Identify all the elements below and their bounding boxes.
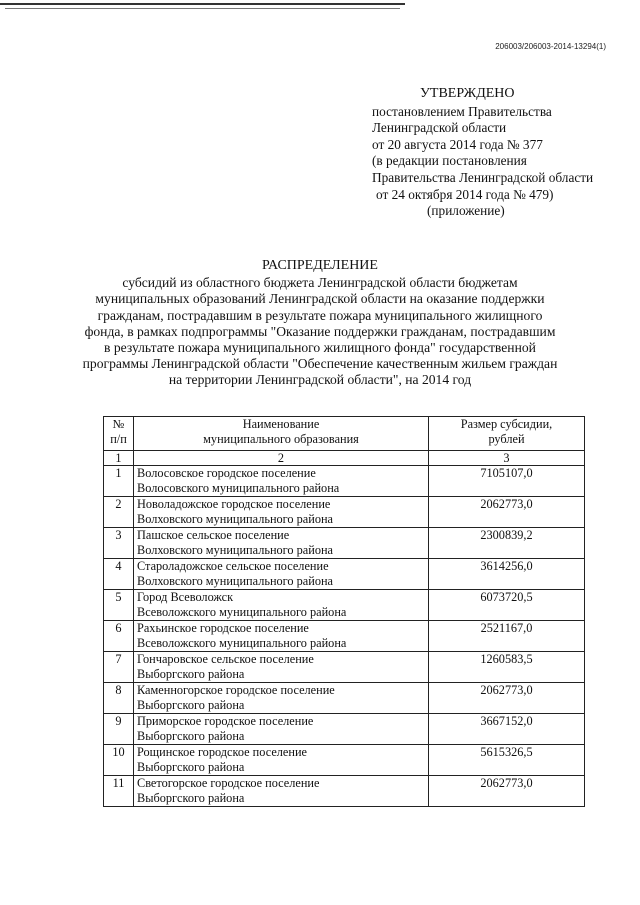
column-number-1: 1 bbox=[104, 451, 134, 466]
row-amount: 2300839,2 bbox=[429, 528, 585, 559]
row-amount: 2062773,0 bbox=[429, 683, 585, 714]
row-municipality bbox=[134, 621, 429, 652]
row-municipality bbox=[134, 559, 429, 590]
row-municipality-line1: Светогорское городское поселение bbox=[137, 776, 320, 790]
row-number: 6 bbox=[104, 621, 134, 652]
table-row bbox=[104, 683, 585, 714]
table-header-row bbox=[104, 417, 585, 451]
approval-line-4: (в редакции постановления bbox=[372, 153, 527, 169]
row-municipality bbox=[134, 528, 429, 559]
row-municipality-line2: Выборгского района bbox=[137, 790, 245, 805]
row-amount: 6073720,5 bbox=[429, 590, 585, 621]
row-amount: 5615326,5 bbox=[429, 745, 585, 776]
row-municipality bbox=[134, 466, 429, 497]
table-row bbox=[104, 590, 585, 621]
row-number: 5 bbox=[104, 590, 134, 621]
table-row bbox=[104, 497, 585, 528]
row-municipality-line1: Приморское городское поселение bbox=[137, 714, 314, 728]
row-number: 8 bbox=[104, 683, 134, 714]
row-municipality-line2: Выборгского района bbox=[137, 666, 245, 681]
header-num-line1: № bbox=[112, 417, 125, 431]
table-row bbox=[104, 466, 585, 497]
subsidy-table bbox=[103, 416, 585, 807]
row-municipality-line2: Выборгского района bbox=[137, 697, 245, 712]
approval-title: УТВЕРЖДЕНО bbox=[420, 86, 515, 101]
row-municipality bbox=[134, 776, 429, 807]
header-amount-line2: рублей bbox=[488, 431, 525, 446]
approval-line-3: от 20 августа 2014 года № 377 bbox=[372, 136, 543, 152]
row-municipality-line2: Всеволожского муниципального района bbox=[137, 604, 347, 619]
row-municipality-line1: Каменногорское городское поселение bbox=[137, 683, 335, 697]
row-amount: 3614256,0 bbox=[429, 559, 585, 590]
heading-line-7: на территории Ленинградской области", на 2014 год bbox=[168, 372, 472, 388]
column-number-3: 3 bbox=[429, 451, 585, 466]
row-municipality-line2: Волховского муниципального района bbox=[137, 542, 334, 557]
header-name-line1: Наименование bbox=[242, 417, 320, 431]
row-municipality-line1: Рахьинское городское поселение bbox=[137, 621, 309, 635]
row-municipality-line2: Волосовского муниципального района bbox=[137, 480, 340, 495]
row-municipality-line2: Выборгского района bbox=[137, 759, 245, 774]
row-number: 9 bbox=[104, 714, 134, 745]
row-municipality-line1: Гончаровское сельское поселение bbox=[137, 652, 314, 666]
row-municipality bbox=[134, 714, 429, 745]
row-number: 10 bbox=[104, 745, 134, 776]
row-municipality bbox=[134, 683, 429, 714]
row-amount: 2062773,0 bbox=[429, 776, 585, 807]
heading-title: РАСПРЕДЕЛЕНИЕ bbox=[262, 258, 378, 273]
row-amount: 2062773,0 bbox=[429, 497, 585, 528]
table-row bbox=[104, 652, 585, 683]
row-municipality-line1: Новоладожское городское поселение bbox=[137, 497, 331, 511]
heading-line-6: программы Ленинградской области "Обеспечение качественным жильем граждан bbox=[82, 356, 558, 372]
scan-edge-line bbox=[0, 3, 405, 5]
heading-line-2: муниципальных образований Ленинградской области на оказание поддержки bbox=[95, 291, 545, 307]
approval-block bbox=[372, 86, 612, 220]
row-municipality bbox=[134, 497, 429, 528]
document-id: 206003/206003-2014-13294(1) bbox=[495, 42, 606, 51]
table-row bbox=[104, 776, 585, 807]
row-number: 1 bbox=[104, 466, 134, 497]
row-municipality-line2: Волховского муниципального района bbox=[137, 573, 334, 588]
header-name-line2: муниципального образования bbox=[203, 431, 359, 446]
table-row bbox=[104, 714, 585, 745]
header-amount bbox=[429, 417, 585, 451]
table-row bbox=[104, 621, 585, 652]
heading-line-3: гражданам, пострадавшим в результате пожара муниципального жилищного bbox=[97, 307, 543, 323]
distribution-heading bbox=[80, 258, 560, 389]
approval-line-1: постановлением Правительства bbox=[372, 103, 552, 119]
table-row bbox=[104, 528, 585, 559]
row-municipality-line1: Рощинское городское поселение bbox=[137, 745, 307, 759]
approval-line-7: (приложение) bbox=[427, 203, 505, 219]
row-municipality-line2: Всеволожского муниципального района bbox=[137, 635, 347, 650]
row-municipality bbox=[134, 652, 429, 683]
row-number: 4 bbox=[104, 559, 134, 590]
approval-line-6: от 24 октября 2014 года № 479) bbox=[376, 186, 554, 202]
row-amount: 7105107,0 bbox=[429, 466, 585, 497]
row-municipality bbox=[134, 590, 429, 621]
row-municipality bbox=[134, 745, 429, 776]
header-num-line2: п/п bbox=[110, 431, 127, 446]
row-number: 11 bbox=[104, 776, 134, 807]
header-name bbox=[134, 417, 429, 451]
approval-line-5: Правительства Ленинградской области bbox=[372, 169, 594, 185]
row-municipality-line1: Город Всеволожск bbox=[137, 590, 234, 604]
heading-line-4: фонда, в рамках подпрограммы "Оказание поддержки гражданам, пострадавшим bbox=[84, 323, 556, 339]
row-municipality-line1: Пашское сельское поселение bbox=[137, 528, 290, 542]
table-row bbox=[104, 559, 585, 590]
row-municipality-line2: Выборгского района bbox=[137, 728, 245, 743]
row-municipality-line2: Волховского муниципального района bbox=[137, 511, 334, 526]
row-amount: 1260583,5 bbox=[429, 652, 585, 683]
row-amount: 3667152,0 bbox=[429, 714, 585, 745]
row-number: 2 bbox=[104, 497, 134, 528]
heading-line-5: в результате пожара муниципального жилищного фонда" государственной bbox=[104, 340, 536, 356]
row-number: 7 bbox=[104, 652, 134, 683]
row-municipality-line1: Староладожское сельское поселение bbox=[137, 559, 329, 573]
header-amount-line1: Размер субсидии, bbox=[460, 417, 553, 431]
row-amount: 2521167,0 bbox=[429, 621, 585, 652]
header-num bbox=[104, 417, 134, 451]
column-number-row bbox=[104, 451, 585, 466]
column-number-2: 2 bbox=[134, 451, 429, 466]
approval-line-2: Ленинградской области bbox=[372, 120, 507, 136]
heading-line-1: субсидий из областного бюджета Ленинградской области бюджетам bbox=[122, 275, 518, 291]
row-number: 3 bbox=[104, 528, 134, 559]
row-municipality-line1: Волосовское городское поселение bbox=[137, 466, 316, 480]
scan-edge-line-secondary bbox=[5, 8, 400, 9]
table-row bbox=[104, 745, 585, 776]
